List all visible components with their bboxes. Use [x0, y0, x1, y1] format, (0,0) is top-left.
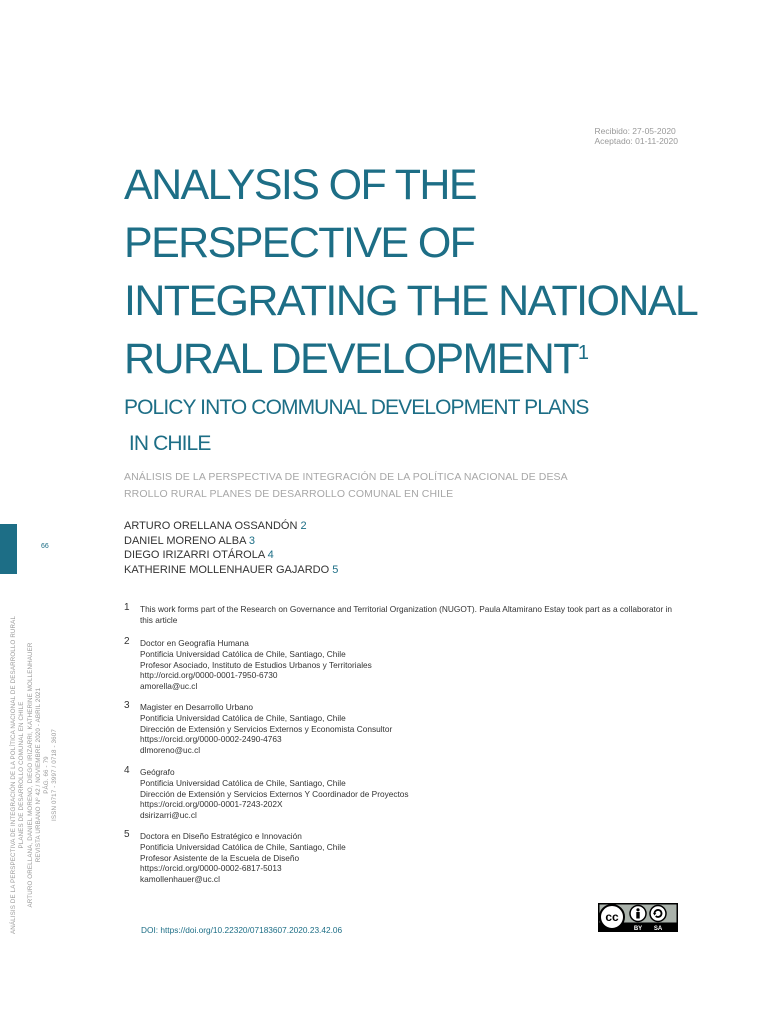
- footnote: [124, 638, 674, 692]
- license-by-label: BY: [633, 926, 643, 932]
- footnote-line: Profesor Asociado, Instituto de Estudios Urbanos y Territoriales: [140, 659, 372, 670]
- author-list: [124, 519, 338, 577]
- footnote-line: Profesor Asistente de la Escuela de Diseño: [140, 852, 300, 863]
- cc-by-sa-license-badge[interactable]: [598, 903, 678, 932]
- author: [124, 563, 338, 578]
- cc-icon-text: cc: [605, 910, 619, 924]
- spanish-title-line: ANÁLISIS DE LA PERSPECTIVA DE INTEGRACIÓN DE LA POLÍTICA NACIONAL DE DESA: [124, 471, 568, 483]
- running-head-line: PLANES DE DESARROLLO COMUNAL EN CHILE: [18, 701, 26, 849]
- spanish-title: [124, 469, 624, 503]
- running-head-line: ARTURO ORELLANA, DANIEL MORENO, DIEGO IRIZARRI, KATHERINE MOLLENHAUER: [26, 642, 34, 908]
- author-ref[interactable]: 3: [248, 534, 256, 547]
- footnote: [124, 604, 674, 626]
- title-footnote-mark[interactable]: 1: [577, 342, 589, 364]
- title-line: RURAL DEVELOPMENT: [124, 335, 578, 383]
- footnote-line: Pontificia Universidad Católica de Chile, Santiago, Chile: [140, 777, 346, 788]
- author-name: DANIEL MORENO ALBA: [124, 534, 246, 547]
- sidebar-running-head: [10, 605, 60, 945]
- author-name: KATHERINE MOLLENHAUER GAJARDO: [124, 563, 330, 576]
- author-name: DIEGO IRIZARRI OTÁROLA: [124, 549, 265, 561]
- orcid-link[interactable]: https://orcid.org/0000-0002-6817-5013: [140, 863, 282, 874]
- footnote-number: 1: [124, 602, 130, 613]
- footnote-line: Doctor en Geografía Humana: [140, 638, 249, 648]
- accepted-date: Aceptado: 01-11-2020: [594, 136, 678, 146]
- sa-share-alike-icon: [650, 906, 666, 922]
- subtitle-line: IN CHILE: [124, 432, 211, 455]
- article-title: [124, 156, 697, 388]
- title-line: INTEGRATING THE NATIONAL: [124, 277, 698, 325]
- footnote-line: This work forms part of the Research on Governance and Territorial Organization (NUGOT). Paula Altamirano Estay took part as a collaborator in this article: [140, 604, 673, 625]
- running-head-line: PÁG. 66 - 79: [43, 756, 51, 794]
- title-line: PERSPECTIVE OF: [124, 219, 475, 267]
- article-dates: [595, 126, 679, 146]
- page-tab-marker: [0, 524, 17, 574]
- footnote-number: 3: [124, 700, 130, 711]
- orcid-link[interactable]: https://orcid.org/0000-0002-2490-4763: [140, 734, 282, 745]
- article-subtitle: [124, 390, 684, 462]
- footnote-line: Pontificia Universidad Católica de Chile, Santiago, Chile: [140, 712, 346, 723]
- author-ref[interactable]: 2: [300, 520, 307, 532]
- running-head-line: REVISTA URBANO Nº 42 / NOVIEMBRE 2020 - ABRIL 2021: [34, 687, 42, 863]
- running-head-line: ISSN 0717 - 3997 / 0718 - 3607: [51, 729, 59, 821]
- author-name: ARTURO ORELLANA OSSANDÓN: [124, 520, 298, 532]
- footnote-line: Dirección de Extensión y Servicios Externos Y Coordinador de Proyectos: [140, 788, 409, 799]
- footnote-number: 2: [124, 636, 130, 647]
- author: [124, 548, 338, 563]
- author-ref[interactable]: 5: [332, 563, 339, 576]
- footnote-line: Geógrafo: [140, 767, 175, 777]
- email-link[interactable]: kamollenhauer@uc.cl: [140, 874, 220, 885]
- subtitle-line: POLICY INTO COMMUNAL DEVELOPMENT PLANS: [124, 396, 589, 419]
- footnote: [124, 831, 674, 885]
- title-line: ANALYSIS OF THE: [124, 161, 476, 209]
- orcid-link[interactable]: http://orcid.org/0000-0001-7950-6730: [140, 670, 278, 681]
- footnote-line: Magister en Desarrollo Urbano: [140, 702, 253, 712]
- author: [124, 519, 338, 534]
- footnote-line: Pontificia Universidad Católica de Chile, Santiago, Chile: [140, 648, 346, 659]
- footnote-number: 5: [124, 829, 130, 840]
- email-link[interactable]: dsirizarri@uc.cl: [140, 810, 197, 821]
- running-head-line: ANÁLISIS DE LA PERSPECTIVA DE INTEGRACIÓN DE LA POLÍTICA NACIONAL DE DESARROLLO RURAL: [10, 615, 17, 935]
- author-ref[interactable]: 4: [267, 549, 274, 561]
- spanish-title-line: RROLLO RURAL PLANES DE DESARROLLO COMUNAL EN CHILE: [124, 488, 454, 500]
- footnote-line: Pontificia Universidad Católica de Chile, Santiago, Chile: [140, 841, 346, 852]
- doi-link[interactable]: DOI: https://doi.org/10.22320/07183607.2020.23.42.06: [141, 925, 343, 935]
- orcid-link[interactable]: https://orcid.org/0000-0001-7243-202X: [140, 799, 283, 810]
- footnote-number: 4: [124, 765, 130, 776]
- footnote-line: Doctora en Diseño Estratégico e Innovación: [140, 831, 302, 841]
- page-number: 66: [41, 543, 49, 550]
- license-sa-label: SA: [653, 926, 663, 932]
- email-link[interactable]: amorella@uc.cl: [140, 681, 198, 692]
- footnote: [124, 702, 674, 756]
- received-date: Recibido: 27-05-2020: [594, 126, 676, 136]
- footnote: [124, 767, 674, 821]
- footnote-line: Dirección de Extensión y Servicios Externos y Economista Consultor: [140, 723, 393, 734]
- author: [124, 534, 338, 549]
- email-link[interactable]: dlmoreno@uc.cl: [140, 745, 201, 756]
